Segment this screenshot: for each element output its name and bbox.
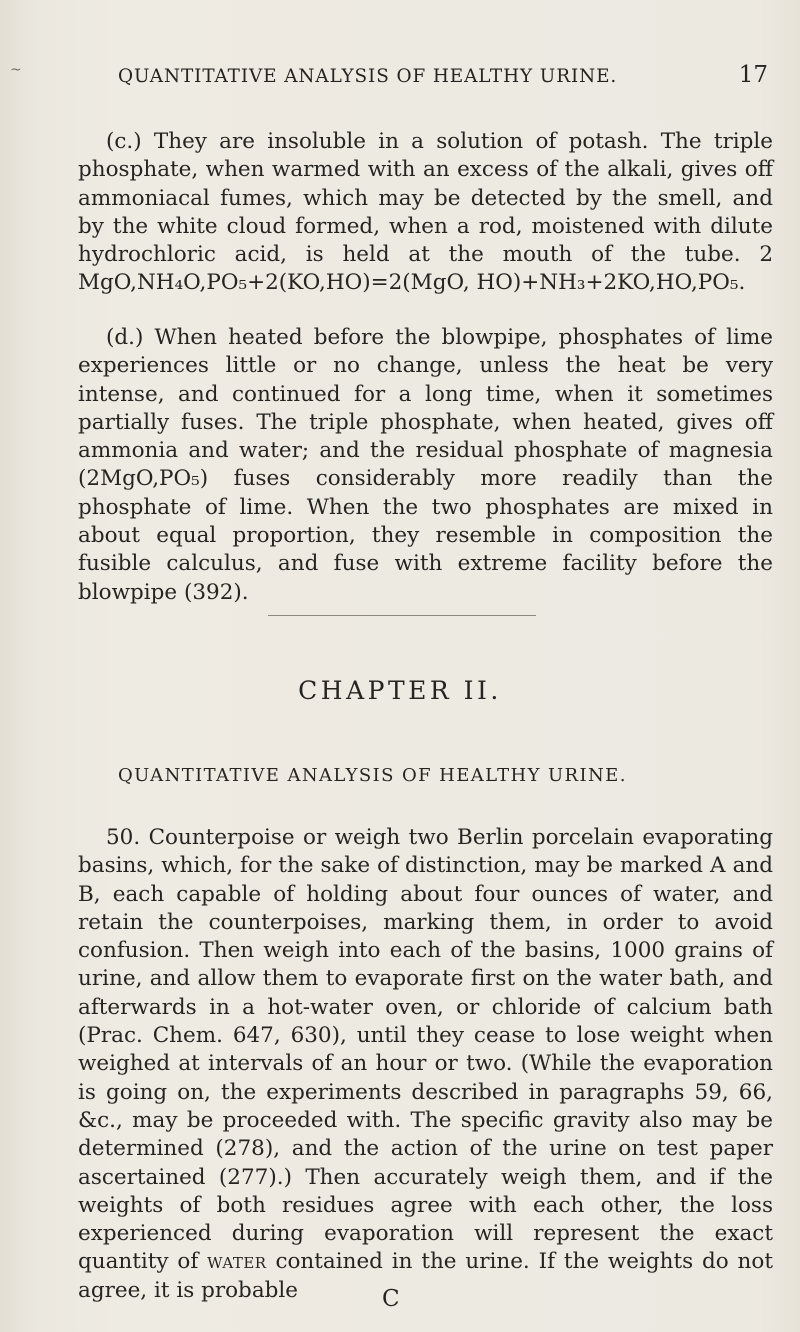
page-edge-mark: ~ (10, 62, 22, 78)
paragraph-50-text-b: contained in the urine. If the weights do not agree, it is probable (78, 1249, 773, 1303)
paragraph-50-counterpoise (78, 824, 773, 1305)
chapter-title: CHAPTER II. (298, 676, 502, 705)
paragraph-50-water-term: water (207, 1249, 267, 1275)
signature-mark: C (382, 1286, 400, 1312)
paragraph-50-text-a: 50. Counterpoise or weigh two Berlin porcelain evaporating basins, which, for the sake of distinction, may be marked A and B, each capable of holding about four ounces of water, and retain the counterpoises, marking them, in order to avoid confusion. Then weigh into each of the basins, 1000 grains of urine, and allow them to evaporate first on the water bath, and afterwards in a hot-water oven, or chloride of calcium bath (Prac. Chem. 647, 630), until they cease to lose weight when weighed at intervals of an hour or two. (While the evaporation is going on, the experiments described in paragraphs 59, 66, &c., may be proceeded with. The specific gravity also may be determined (278), and the action of the urine on test paper ascertained (277).) Then accurately weigh them, and if the weights of both residues agree with each other, the loss experienced during evaporation will represent the exact quantity of (78, 825, 773, 1275)
paragraph-c-potash: (c.) They are insoluble in a solution of potash. The triple phosphate, when warmed with an excess of the alkali, gives off ammoniacal fumes, which may be detected by the smell, and by the white cloud formed, when a rod, moistened with dilute hydrochloric acid, is held at the mouth of the tube. 2 MgO,NH₄O,PO₅+2(KO,HO)=2(MgO, HO)+NH₃+2KO,HO,PO₅. (78, 129, 773, 296)
paragraph-d-blowpipe: (d.) When heated before the blowpipe, phosphates of lime experiences little or no change, unless the heat be very intense, and continued for a long time, when it sometimes partially fuses. The triple phosphate, when heated, gives off ammonia and water; and the residual phosphate of magnesia (2MgO,PO₅) fuses considerably more readily than the phosphate of lime. When the two phosphates are mixed in about equal proportion, they resemble in composition the fusible calculus, and fuse with extreme facility before the blowpipe (392). (78, 325, 773, 605)
page-number: 17 (738, 62, 768, 88)
chapter-subtitle: QUANTITATIVE ANALYSIS OF HEALTHY URINE. (118, 765, 627, 786)
running-head: QUANTITATIVE ANALYSIS OF HEALTHY URINE. (118, 66, 618, 87)
section-divider (268, 615, 536, 616)
page-header (118, 60, 782, 94)
